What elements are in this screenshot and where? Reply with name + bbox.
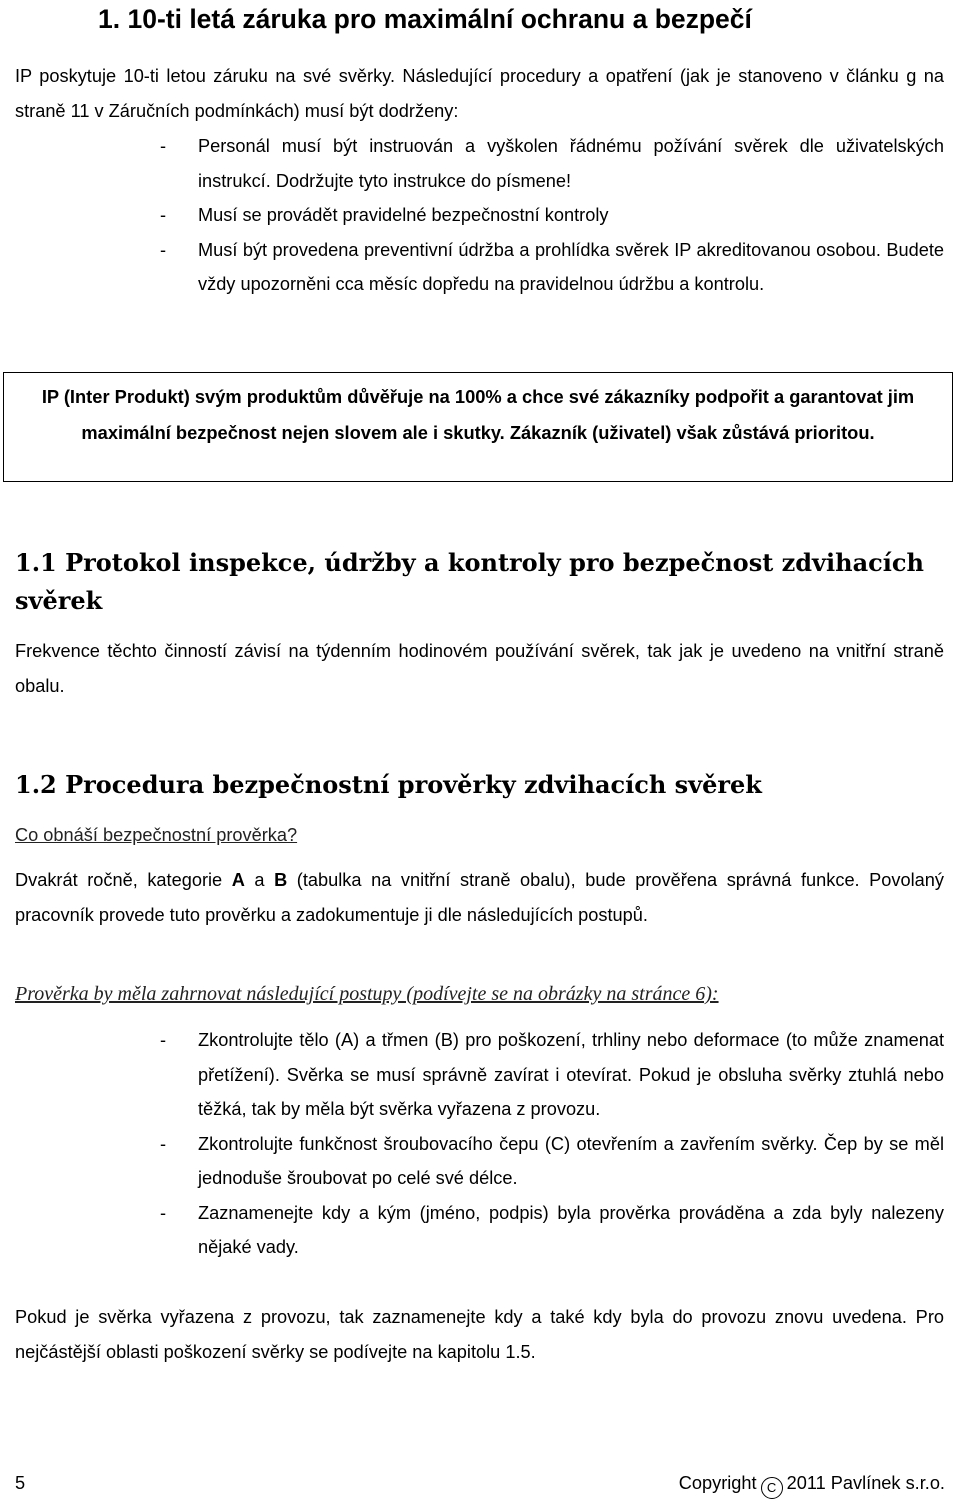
dash-bullet-icon: - — [160, 136, 167, 156]
guarantee-notice-box — [3, 372, 953, 482]
inspection-text-part: a — [244, 870, 275, 890]
dash-bullet-icon: - — [160, 1202, 167, 1223]
section-1-1-heading: 1.1 Protokol inspekce, údržby a kontroly pro bezpečnost zdvihacích svěrek — [15, 548, 924, 615]
list-item — [160, 198, 944, 233]
list-item — [160, 1196, 944, 1265]
section-1-heading: 1. 10-ti letá záruka pro maximální ochranu a bezpečí — [98, 4, 752, 34]
dash-bullet-icon: - — [160, 1030, 167, 1050]
list-item — [160, 1023, 944, 1127]
procedure-title: Prověrka by měla zahrnovat následující postupy (podívejte se na obrázky na stránce 6): — [15, 983, 719, 1005]
dash-bullet-icon: - — [160, 239, 167, 260]
list-item — [160, 1127, 944, 1196]
inspection-text-part: Dvakrát ročně, kategorie — [15, 870, 232, 890]
dash-bullet-icon: - — [160, 1133, 167, 1154]
section-1-2-text — [15, 863, 944, 932]
section-1-bullet-list — [160, 129, 944, 302]
inspection-text-part: (tabulka na vnitřní straně obalu), bude prověřena správná funkce. Povolaný pracovník provede tuto prověrku a zadokumentuje ji dle následujících postupů. — [15, 870, 944, 925]
section-1-2-heading: 1.2 Procedura bezpečnostní prověrky zdvihacích svěrek — [15, 770, 762, 799]
closing-text: Pokud je svěrka vyřazena z provozu, tak zaznamenejte kdy a také kdy byla do provozu znovu uvedena. Pro nejčástější oblasti poškození svěrky se podívejte na kapitolu 1.5. — [15, 1307, 944, 1362]
list-item-text: Personál musí být instruován a vyškolen řádnému požívání svěrek dle uživatelských instrukcí. Dodržujte tyto instrukce do písmene! — [198, 136, 944, 191]
list-item-text: Zaznamenejte kdy a kým (jméno, podpis) byla prověrka prováděna a zda byly nalezeny nějaké vady. — [198, 1202, 944, 1257]
copyright-notice — [679, 1468, 945, 1499]
guarantee-notice-text: IP (Inter Produkt) svým produktům důvěřuje na 100% a chce své zákazníky podpořit a garantovat jim maximální bezpečnost nejen slovem ale i skutky. Zákazník (uživatel) však zůstává prioritou. — [41, 386, 915, 443]
category-a-label: A — [231, 870, 245, 890]
list-item-text: Musí se provádět pravidelné bezpečnostní kontroly — [198, 205, 609, 225]
page-number: 5 — [15, 1473, 26, 1493]
section-1-1-text: Frekvence těchto činností závisí na týdenním hodinovém používání svěrek, tak jak je uvedeno na vnitřní straně obalu. — [15, 641, 944, 696]
dash-bullet-icon: - — [160, 205, 167, 225]
list-item-text: Zkontrolujte funkčnost šroubovacího čepu (C) otevřením a zavřením svěrky. Čep by se měl jednoduše šroubovat po celé své délce. — [198, 1133, 944, 1188]
copyright-owner: 2011 Pavlínek s.r.o. — [786, 1473, 945, 1493]
copyright-label: Copyright — [678, 1473, 757, 1493]
category-b-label: B — [274, 870, 288, 890]
list-item-text: Zkontrolujte tělo (A) a třmen (B) pro poškození, trhliny nebo deformace (to může znamenat přetížení). Svěrka se musí správně zavírat i otevírat. Pokud je obsluha svěrky ztuhlá nebo těžká, tak by měla být svěrka vyřazena z provozu. — [198, 1030, 944, 1119]
section-1-intro: IP poskytuje 10-ti letou záruku na své svěrky. Následující procedury a opatření (jak je stanoveno v článku g na straně 11 v Záručních podmínkách) musí být dodrženy: — [15, 66, 944, 121]
list-item — [160, 233, 944, 302]
list-item-text: Musí být provedena preventivní údržba a prohlídka svěrek IP akreditovanou osobou. Budete vždy upozorněni cca měsíc dopředu na pravidelnou údržbu a kontrolu. — [198, 239, 944, 294]
procedure-step-list — [160, 1023, 944, 1265]
list-item — [160, 129, 944, 198]
inspection-question: Co obnáší bezpečnostní prověrka? — [15, 825, 298, 845]
copyright-icon: C — [761, 1477, 783, 1499]
